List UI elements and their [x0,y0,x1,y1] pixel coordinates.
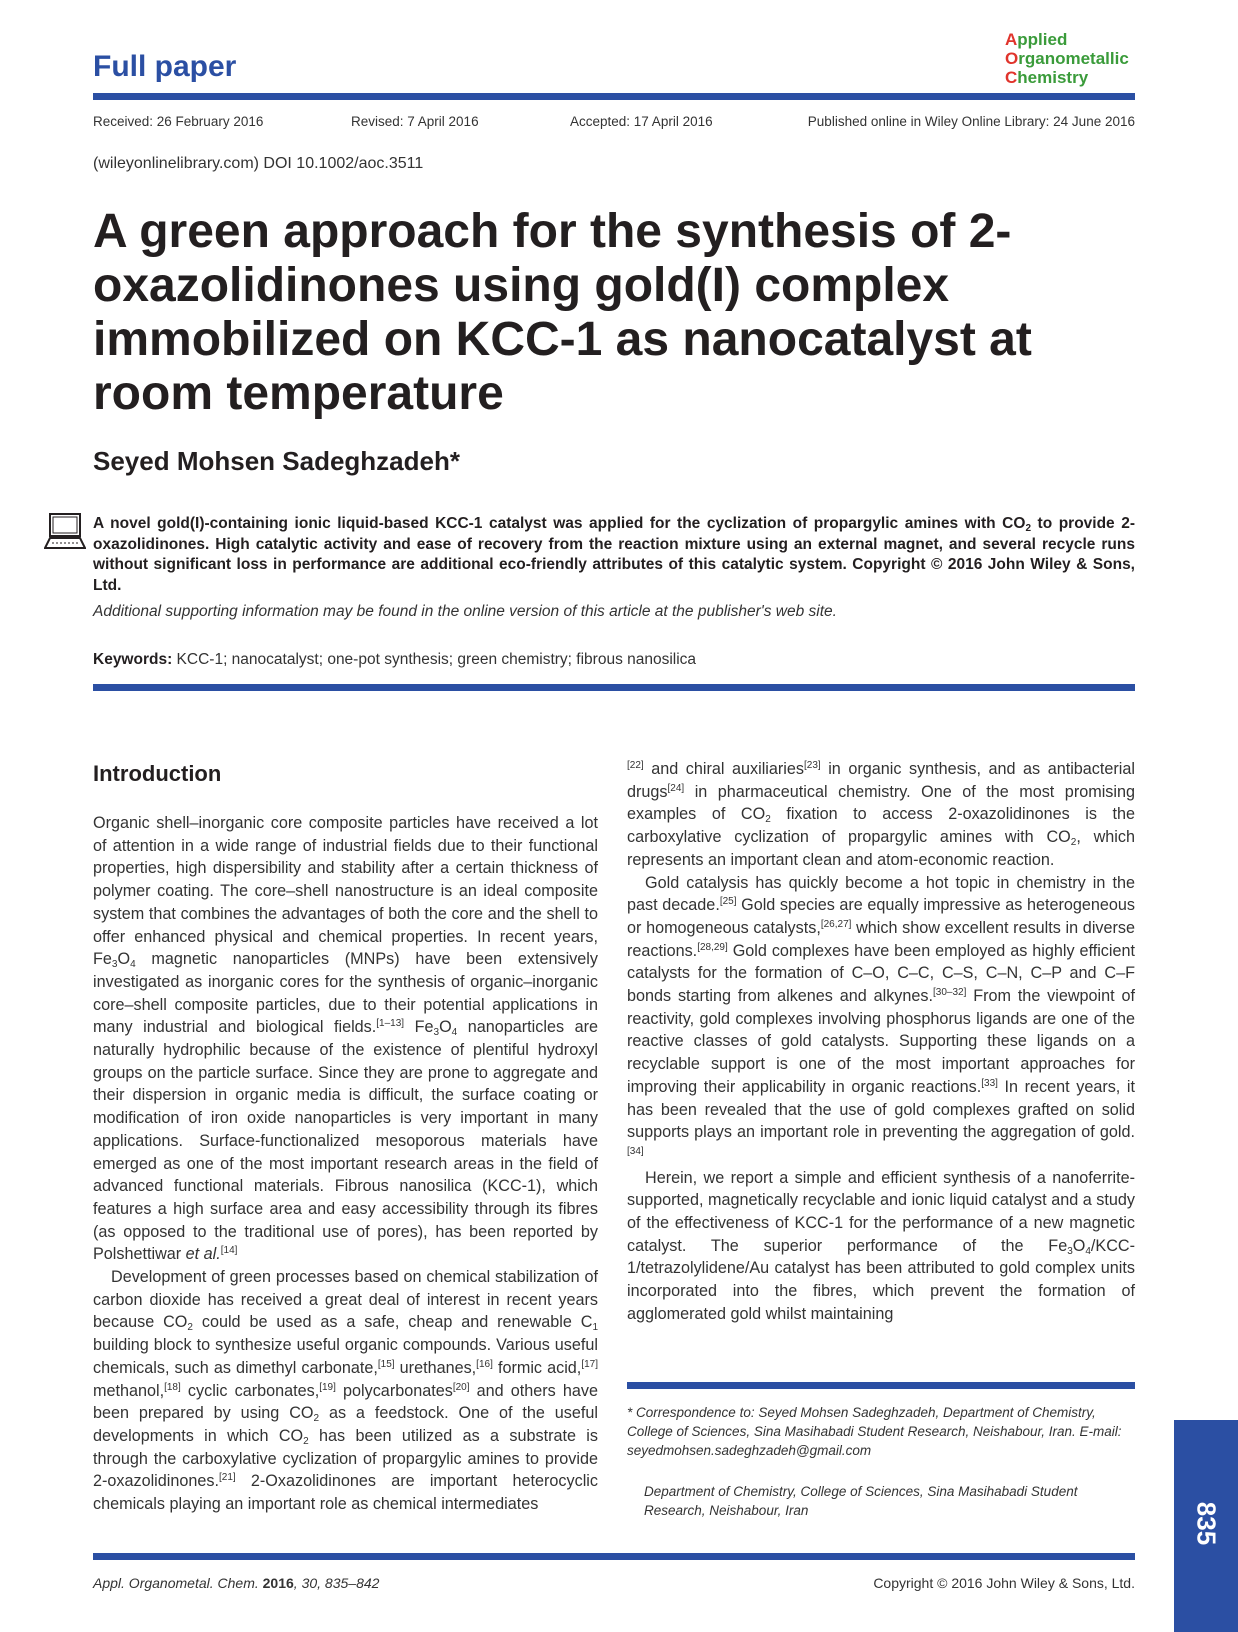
abstract [93,514,1135,596]
t: methanol, [93,1381,165,1400]
section-label: Full paper [93,50,237,83]
journal-logo-line-3: Chemistry [1005,68,1089,87]
sub: 1 [592,1322,598,1334]
t: cyclic carbonates, [180,1381,320,1400]
keywords-label: Keywords: [93,651,173,668]
received-date: Received: 26 February 2016 [93,114,264,129]
t: Organic shell–inorganic core composite particles have received a lot of attention in a wide range of industrial fields due to their functional properties, high dispersibility and stability after a certain thickness of polymer coating. The core–shell nanostructure is an ideal composite system that combines the advantages of both the core and the shell to offer enhanced physical and chemical properties. In recent years, Fe [93,814,598,969]
header-rule [93,93,1135,100]
sub: 2 [765,814,771,826]
t: Gold species are equally impressive as heterogeneous or homogeneous catalysts, [627,896,1135,937]
journal-name: Appl. Organometal. Chem. [93,1575,263,1591]
t: nanoparticles are naturally hydrophilic because of the existence of plentiful hydroxyl groups on the particle surface. Since they are prone to aggregate and their dispersion in organic media is difficult, the surface coating or modification of iron oxide nanoparticles is very important in many applications. Surface-functionalized mesoporous materials have emerged as one of the most important research areas in the field of advanced functional materials. Fibrous nanosilica (KCC-1), which features a high surface area and easy accessibility through its fibres (as opposed to the traditional use of pores), has been reported by Polshettiwar [93,1018,598,1264]
ref: [19] [319,1381,336,1393]
ref: [1–13] [376,1018,405,1030]
t: O [439,1018,452,1037]
t: Gold catalysis has quickly become a hot topic in chemistry in the past decade. [627,873,1135,915]
t: , which represents an important clean and atom-economic reaction. [627,828,1135,869]
sub: 2 [303,1435,309,1447]
footer-rule [93,1553,1135,1560]
sub: 4 [130,959,136,971]
footnote-rule [627,1382,1135,1389]
t: which show excellent results in diverse reactions. [627,918,1135,960]
sub: 2 [1070,837,1077,849]
sub: 2 [313,1413,320,1425]
t: Gold complexes have been employed as highly efficient catalysts for the formation of C–O, C–C, C–S, C–N, C–P and C–F bonds starting from alkenes and alkynes. [627,941,1135,1006]
sub: 2 [187,1322,193,1334]
t: formic acid, [492,1358,582,1377]
t: polycarbonates [335,1381,453,1400]
t: Fe [404,1018,434,1037]
t: has been utilized as a substrate is through the carboxylative cyclization of propargylic amines to provide 2-oxazolidinones. [93,1426,598,1491]
journal-logo-line-2: Organometallic [1005,49,1129,68]
ref: [30–32] [932,987,967,999]
t: fixation to access 2-oxazolidinones is the carboxylative cyclization of propargylic amines with CO [627,805,1135,847]
ref: [25] [719,896,737,908]
intro-paragraph-2-cont [627,758,1135,872]
published-date: Published online in Wiley Online Library: 24 June 2016 [807,114,1135,129]
abstract-subscript: 2 [1025,523,1031,534]
sub: 3 [1067,1245,1073,1257]
ref: [26,27] [820,918,852,930]
t: building block to synthesize useful organic compounds. Various useful chemicals, such as dimethyl carbonate, [93,1336,598,1377]
ref: [21] [218,1472,236,1484]
article-title: A green approach for the synthesis of 2-oxazolidinones using gold(I) complex immobilized on KCC-1 as nanocatalyst at room temperature [93,205,1032,420]
et-al: et al. [185,1245,221,1264]
t: magnetic nanoparticles (MNPs) have been extensively investigated as inorganic cores for the synthesis of organic–inorganic core–shell composite particles, due to their potential applications in many industrial and biological fields. [93,950,598,1037]
correspondence-note: * Correspondence to: Seyed Mohsen Sadeghzadeh, Department of Chemistry, College of Sciences, Sina Masihabadi Student Research, Neishabour, Iran. E-mail: seyedmohsen.sadeghzadeh@gmail.com [627,1405,1122,1458]
page-number: 835 [1191,1501,1222,1546]
journal-logo [1005,30,1129,87]
t: could be used as a safe, cheap and renewable C [192,1313,593,1332]
sub: 3 [433,1027,440,1039]
t: /KCC-1/tetrazolylidene/Au catalyst has been attributed to gold complex units incorporated into the fibres, which prevent the formation of agglomerated gold whilst maintaining [627,1236,1135,1323]
intro-paragraph-1 [93,812,598,1266]
t: in organic synthesis, and as antibacterial drugs [627,760,1135,801]
accepted-date: Accepted: 17 April 2016 [570,114,713,129]
author-name: Seyed Mohsen Sadeghzadeh* [93,446,460,476]
t: From the viewpoint of reactivity, gold complexes involving phosphorus ligands are one of the reactive classes of gold catalysts. Supporting these ligands on a recyclable support is one of the most important approaches for improving their applicability in organic reactions. [627,987,1135,1096]
affiliation-note: Department of Chemistry, College of Sciences, Sina Masihabadi Student Research, Neishabour, Iran [644,1484,1078,1518]
sub: 4 [451,1027,458,1039]
intro-paragraph-4 [627,1167,1135,1326]
t: In recent years, it has been revealed that the use of gold complexes grafted on solid supports plays an important role in preventing the aggregation of gold. [627,1077,1135,1142]
t: 2-Oxazolidinones are important heterocyclic chemicals playing an important role as chemical intermediates [93,1472,598,1514]
t: O [117,950,131,969]
t: as a feedstock. One of the useful developments in which CO [93,1404,599,1445]
t: urethanes, [394,1358,477,1377]
supporting-info: Additional supporting information may be found in the online version of this article at the publisher's web site. [93,603,837,620]
ref: [23] [803,760,821,771]
abstract-text-1: A novel gold(I)-containing ionic liquid-based KCC-1 catalyst was applied for the cyclization of propargylic amines with CO [93,515,1026,532]
ref: [16] [476,1358,493,1370]
volume-pages: , 30, 835–842 [293,1575,380,1591]
sub: 4 [1085,1245,1091,1257]
journal-logo-line-1: Applied [1005,30,1068,49]
revised-date: Revised: 7 April 2016 [351,114,479,129]
logo-rest-1: pplied [1017,30,1068,49]
ref: [15] [377,1358,395,1370]
ref: [14] [220,1245,238,1257]
intro-heading: Introduction [93,761,222,786]
ref: [28,29] [697,941,728,953]
doi: (wileyonlinelibrary.com) DOI 10.1002/aoc.3511 [93,155,424,172]
ref: [24] [667,782,685,794]
left-column [93,812,598,1516]
abstract-rule [93,684,1135,691]
keywords [93,651,696,669]
ref: [22] [627,760,644,771]
journal-year: 2016 [262,1575,294,1591]
t: in pharmaceutical chemistry. One of the most promising examples of CO [627,782,1135,824]
t: Development of green processes based on chemical stabilization of carbon dioxide has received a great deal of interest in recent years because CO [93,1268,598,1332]
footer-copyright: Copyright © 2016 John Wiley & Sons, Ltd. [873,1575,1135,1591]
keywords-text: KCC-1; nanocatalyst; one-pot synthesis; green chemistry; fibrous nanosilica [172,651,697,668]
ref: [33] [981,1077,998,1089]
intro-paragraph-2 [93,1266,598,1516]
ref: [34] [627,1145,644,1157]
t: and others have been prepared by using CO [93,1381,598,1423]
logo-rest-3: hemistry [1017,68,1089,87]
right-column [627,758,1135,1326]
ref: [17] [581,1358,598,1370]
computer-icon [44,513,86,553]
t: and chiral auxiliaries [643,760,804,778]
t: Herein, we report a simple and efficient synthesis of a nanoferrite-supported, magnetically recyclable and ionic liquid catalyst and a study of the effectiveness of KCC-1 for the performance of a new magnetic catalyst. The superior performance of the Fe [627,1168,1135,1255]
ref: [18] [164,1381,181,1393]
logo-rest-2: rganometallic [1018,49,1129,68]
ref: [20] [452,1381,470,1393]
t: O [1072,1236,1086,1255]
abstract-text-2: to provide 2-oxazolidinones. High catalytic activity and ease of recovery from the reaction mixture using an external magnet, and several recycle runs without significant loss in performance are additional eco-friendly attributes of this catalytic system. Copyright © 2016 John Wiley & Sons, Ltd. [93,515,1135,594]
journal-citation [93,1575,379,1591]
sub: 3 [111,959,118,971]
intro-paragraph-3 [627,872,1135,1167]
